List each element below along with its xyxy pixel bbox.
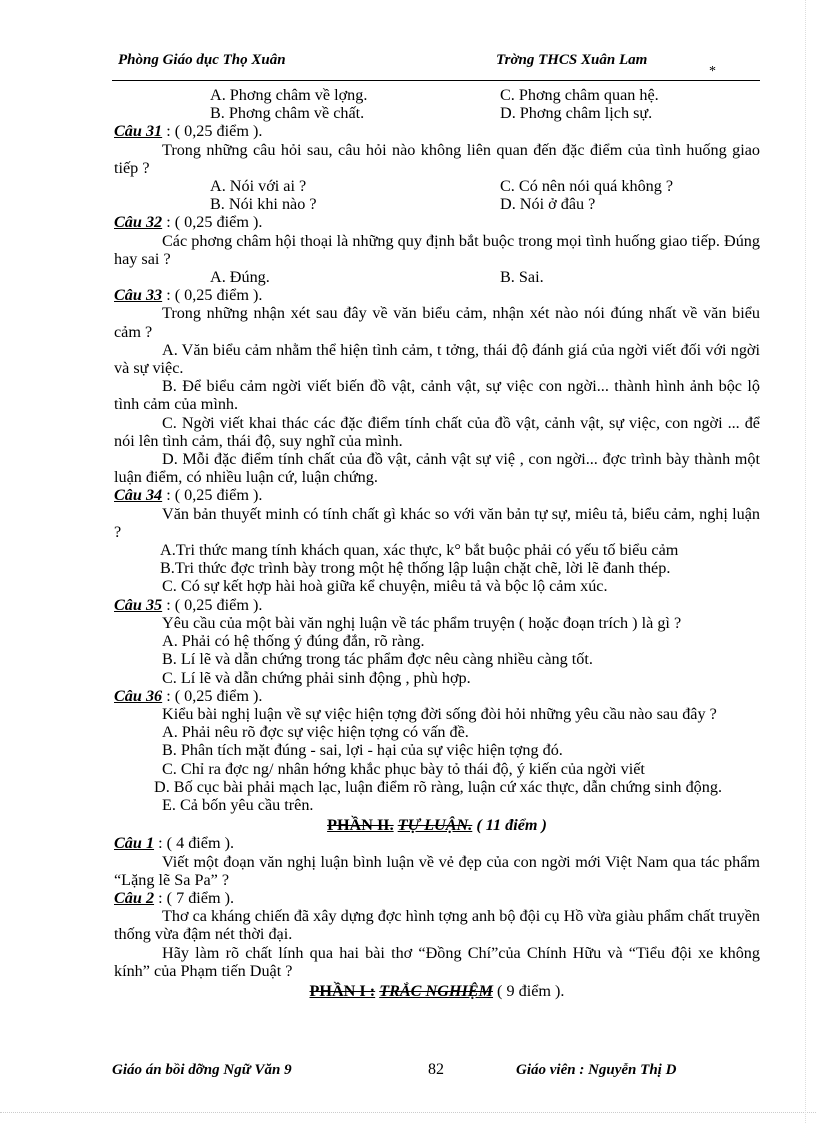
text-line: B.Tri thức đợc trình bày trong một hệ thống lập luận chặt chẽ, lời lẽ đanh thép. xyxy=(160,559,671,578)
paragraph: Hãy làm rõ chất lính qua hai bài thơ “Đồng Chí”của Chính Hữu và “Tiểu đội xe không kính” của Phạm tiến Duật ? xyxy=(114,943,760,980)
option-row xyxy=(114,177,760,195)
option-b: C. Phơng châm quan hệ. xyxy=(500,86,659,104)
question-score: : ( 0,25 điểm ). xyxy=(162,595,263,614)
question-heading xyxy=(114,122,760,140)
text-line: Yêu cầu của một bài văn nghị luận về tác phẩm truyện ( hoặc đoạn trích ) là gì ? xyxy=(162,613,682,632)
paragraph: A. Văn biểu cảm nhằm thể hiện tình cảm, t tởng, thái độ đánh giá của ngời viết đối với ngời và sự việc. xyxy=(114,340,760,378)
option-b: D. Phơng châm lịch sự. xyxy=(500,104,653,123)
option-row xyxy=(114,268,760,286)
option-row xyxy=(114,104,760,122)
part-heading xyxy=(114,982,760,1000)
text-line: C. Lí lẽ và dẫn chứng phải sinh động , phù hợp. xyxy=(162,668,471,687)
question-score: : ( 7 điểm ). xyxy=(154,888,235,907)
question-label: Câu 34 xyxy=(114,486,163,505)
question-score: : ( 0,25 điểm ). xyxy=(162,122,263,141)
option-b: C. Có nên nói quá không ? xyxy=(500,177,674,196)
text-line: A.Tri thức mang tính khách quan, xác thực, k° bắt buộc phải có yếu tố biểu cảm xyxy=(160,541,679,560)
footer-left: Giáo án bồi dỡng Ngữ Văn 9 xyxy=(112,1062,292,1078)
option-b: D. Nói ở đâu ? xyxy=(500,195,596,214)
header-left: Phòng Giáo dục Thọ Xuân xyxy=(118,52,286,68)
paragraph: Các phơng châm hội thoại là những quy định bắt buộc trong mọi tình huống giao tiếp. Đúng hay sai ? xyxy=(114,231,760,268)
part-score: ( 9 điểm ). xyxy=(493,981,565,1000)
question-label: Câu 2 xyxy=(114,888,155,907)
question-score: : ( 0,25 điểm ). xyxy=(162,486,263,505)
text-line: A. Phải nêu rõ đợc sự việc hiện tợng có vấn đề. xyxy=(162,723,469,742)
paragraph: Trong những câu hỏi sau, câu hỏi nào không liên quan đến đặc điểm của tình huống giao tiếp ? xyxy=(114,140,760,177)
document-body xyxy=(114,86,760,1000)
option-row xyxy=(114,86,760,104)
question-heading xyxy=(114,596,760,614)
option-row xyxy=(114,195,760,213)
question-heading xyxy=(114,834,760,852)
text-line: B. Phân tích mặt đúng - sai, lợi - hại của sự việc hiện tợng đó. xyxy=(162,741,563,760)
option-a: A. Đúng. xyxy=(210,268,270,287)
option-b: B. Sai. xyxy=(500,268,544,287)
text-line: A. Phải có hệ thống ý đúng đắn, rõ ràng. xyxy=(162,632,425,651)
header-right: Trờng THCS Xuân Lam xyxy=(496,52,648,68)
part-title: TRẮC NGHIỆM xyxy=(379,981,493,1000)
paragraph: Thơ ca kháng chiến đã xây dựng đợc hình tợng anh bộ đội cụ Hồ vừa giàu phẩm chất truyền thống vừa đậm nét thời đại. xyxy=(114,907,760,944)
text-line: C. Chỉ ra đợc ng/ nhân hớng khắc phục bày tỏ thái độ, ý kiến của ngời viết xyxy=(162,759,645,778)
paragraph: Viết một đoạn văn nghị luận bình luận về vẻ đẹp của con ngời mới Việt Nam qua tác phẩm “Lặng lẽ Sa Pa” ? xyxy=(114,852,760,889)
part-title: TỰ LUẬN. xyxy=(397,816,473,835)
question-label: Câu 31 xyxy=(114,122,163,141)
paragraph: C. Ngời viết khai thác các đặc điểm tính chất của đồ vật, cảnh vật, sự việc, con ngời ... để nói lên tình cảm, thái độ, suy nghĩ của mình. xyxy=(114,413,760,450)
page-edge-right xyxy=(805,0,806,1123)
paragraph: Văn bản thuyết minh có tính chất gì khác so với văn bản tự sự, miêu tả, biểu cảm, nghị luận ? xyxy=(114,504,760,541)
question-label: Câu 32 xyxy=(114,213,163,232)
option-a: B. Nói khi nào ? xyxy=(210,195,317,214)
footer-right: Giáo viên : Nguyễn Thị D xyxy=(516,1062,677,1078)
option-a: B. Phơng châm về chất. xyxy=(210,104,365,123)
question-label: Câu 33 xyxy=(114,286,163,305)
question-label: Câu 1 xyxy=(114,834,155,853)
paragraph: D. Bố cục bài phải mạch lạc, luận điểm rõ ràng, luận cứ xác thực, dẫn chứng sinh động. xyxy=(154,777,722,796)
paragraph: B. Để biểu cảm ngời viết biến đồ vật, cảnh vật, sự việc con ngời... thành hình ảnh bộc lộ tình cảm của mình. xyxy=(114,377,760,414)
question-heading xyxy=(114,486,760,504)
option-a: A. Nói với ai ? xyxy=(210,177,307,196)
paragraph: Trong những nhận xét sau đây về văn biểu cảm, nhận xét nào nói đúng nhất về văn biểu cảm ? xyxy=(114,304,760,341)
question-heading xyxy=(114,286,760,304)
question-score: : ( 0,25 điểm ). xyxy=(162,286,263,305)
question-heading xyxy=(114,687,760,705)
part-heading xyxy=(114,816,760,834)
header-rule xyxy=(112,80,760,81)
header-star: * xyxy=(709,64,716,79)
page-number: 82 xyxy=(428,1061,444,1078)
paragraph: Kiểu bài nghị luận về sự việc hiện tợng đời sống đòi hỏi những yêu cầu nào sau đây ? xyxy=(162,704,717,723)
question-score: : ( 0,25 điểm ). xyxy=(162,686,263,705)
paragraph: D. Mỗi đặc điểm tính chất của đồ vật, cảnh vật sự việ , con ngời... đợc trình bày thành một luận điểm, có nhiều luận cứ, luận chứng. xyxy=(114,450,760,487)
question-heading xyxy=(114,213,760,231)
question-score: : ( 0,25 điểm ). xyxy=(162,213,263,232)
question-label: Câu 36 xyxy=(114,686,163,705)
page-edge xyxy=(0,1112,816,1113)
option-a: A. Phơng châm về lợng. xyxy=(210,86,368,104)
question-label: Câu 35 xyxy=(114,595,163,614)
part-number: PHẦN I : xyxy=(309,981,376,1000)
question-score: : ( 4 điểm ). xyxy=(154,834,235,853)
text-line: B. Lí lẽ và dẫn chứng trong tác phẩm đợc nêu càng nhiều càng tốt. xyxy=(162,650,593,669)
question-heading xyxy=(114,889,760,907)
text-line: E. Cả bốn yêu cầu trên. xyxy=(162,795,314,814)
part-score: ( 11 điểm ) xyxy=(472,816,547,835)
part-number: PHẦN II. xyxy=(327,816,394,835)
text-line: C. Có sự kết hợp hài hoà giữa kể chuyện, miêu tả và bộc lộ cảm xúc. xyxy=(162,577,608,596)
